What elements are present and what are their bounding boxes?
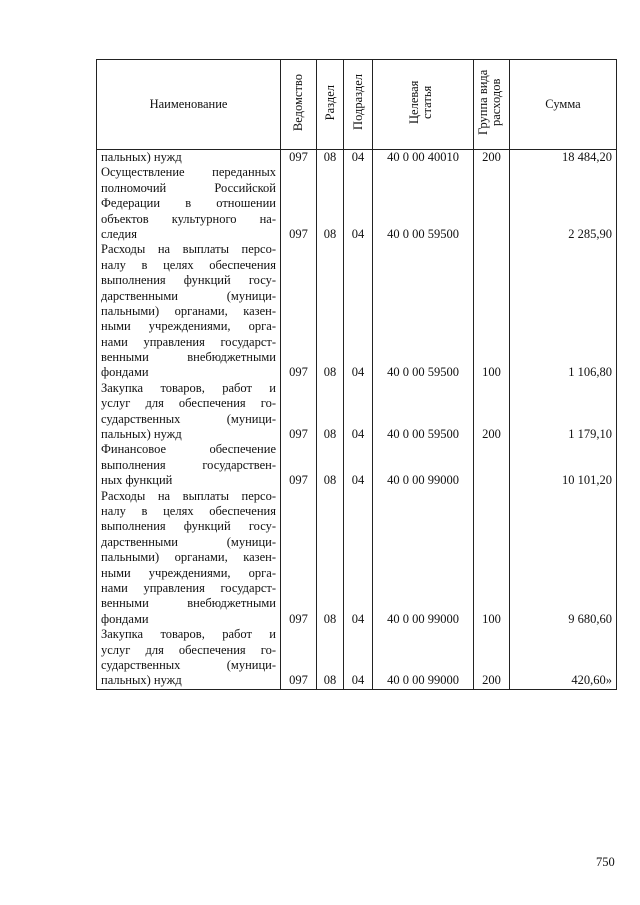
row-expense-group xyxy=(474,442,510,488)
row-amount: 9 680,60 xyxy=(510,489,617,628)
row-name-line: пальных) нужд xyxy=(101,427,182,442)
row-amount: 10 101,20 xyxy=(510,442,617,488)
table-row xyxy=(97,381,617,443)
row-ministry: 097 xyxy=(281,489,317,628)
row-subsection: 04 xyxy=(344,442,373,488)
row-target-article: 40 0 00 99000 xyxy=(373,627,474,689)
row-section: 08 xyxy=(317,165,344,242)
row-name-line: услуг для обеспечения го- xyxy=(101,642,276,657)
row-section: 08 xyxy=(317,150,344,166)
row-target-article: 40 0 00 40010 xyxy=(373,150,474,166)
row-name-line: пальными) органами, казен- xyxy=(101,550,276,565)
header-amount: Сумма xyxy=(510,60,617,150)
row-expense-group xyxy=(474,165,510,242)
row-section: 08 xyxy=(317,489,344,628)
row-section: 08 xyxy=(317,627,344,689)
row-name-line: Финансовое обеспечение xyxy=(101,442,276,457)
table-row xyxy=(97,165,617,242)
header-target-article: Целевая статья xyxy=(373,60,474,150)
row-subsection: 04 xyxy=(344,165,373,242)
row-name-line: Осуществление переданных xyxy=(101,165,276,180)
row-expense-group: 100 xyxy=(474,242,510,381)
row-name-line: выполнения функций госу- xyxy=(101,273,276,288)
row-name-line: ными учреждениями, орга- xyxy=(101,565,276,580)
row-name xyxy=(97,381,281,443)
row-name-line: объектов культурного на- xyxy=(101,211,276,226)
row-name xyxy=(97,489,281,628)
row-ministry: 097 xyxy=(281,242,317,381)
row-name-line: пальных) нужд xyxy=(101,673,182,688)
row-name-line: ных функций xyxy=(101,473,173,488)
row-expense-group: 100 xyxy=(474,489,510,628)
row-ministry: 097 xyxy=(281,165,317,242)
row-name-line: фондами xyxy=(101,611,149,626)
row-subsection: 04 xyxy=(344,381,373,443)
row-name-line: полномочий Российской xyxy=(101,180,276,195)
row-amount: 1 179,10 xyxy=(510,381,617,443)
row-amount: 2 285,90 xyxy=(510,165,617,242)
row-expense-group: 200 xyxy=(474,150,510,166)
row-subsection: 04 xyxy=(344,489,373,628)
row-ministry: 097 xyxy=(281,627,317,689)
row-name-line: ными учреждениями, орга- xyxy=(101,319,276,334)
page-number: 750 xyxy=(596,855,615,869)
row-name-line: Расходы на выплаты персо- xyxy=(101,242,276,257)
row-target-article: 40 0 00 99000 xyxy=(373,489,474,628)
row-name-line: дарственными (муници- xyxy=(101,534,276,549)
row-name-line: налу в целях обеспечения xyxy=(101,504,276,518)
row-section: 08 xyxy=(317,381,344,443)
row-name-line: услуг для обеспечения го- xyxy=(101,396,276,411)
row-name-line: сударственных (муници- xyxy=(101,411,276,426)
row-name xyxy=(97,627,281,689)
row-name-line: нами управления государст- xyxy=(101,334,276,349)
table-row xyxy=(97,442,617,488)
row-name xyxy=(97,165,281,242)
table-header-row xyxy=(97,60,617,150)
table-row xyxy=(97,150,617,166)
row-name-line: сударственных (муници- xyxy=(101,657,276,672)
table-row xyxy=(97,489,617,628)
row-name-line: пальными) органами, казен- xyxy=(101,303,276,318)
header-subsection: Подраздел xyxy=(344,60,373,150)
row-subsection: 04 xyxy=(344,242,373,381)
row-section: 08 xyxy=(317,242,344,381)
row-name-line: выполнения государствен- xyxy=(101,457,276,472)
header-ministry: Ведомство xyxy=(281,60,317,150)
row-name-line: нами управления государст- xyxy=(101,580,276,595)
row-name-line: фондами xyxy=(101,365,149,380)
row-name-line: выполнения функций госу- xyxy=(101,519,276,534)
row-ministry: 097 xyxy=(281,150,317,166)
table-row xyxy=(97,242,617,381)
row-name-line: венными внебюджетными xyxy=(101,596,276,611)
row-ministry: 097 xyxy=(281,381,317,443)
row-name-line: венными внебюджетными xyxy=(101,350,276,365)
row-amount: 1 106,80 xyxy=(510,242,617,381)
budget-table xyxy=(96,59,617,690)
row-expense-group: 200 xyxy=(474,627,510,689)
row-name-line: Федерации в отношении xyxy=(101,196,276,211)
header-section: Раздел xyxy=(317,60,344,150)
row-name-line: следия xyxy=(101,226,137,241)
row-subsection: 04 xyxy=(344,150,373,166)
row-target-article: 40 0 00 99000 xyxy=(373,442,474,488)
row-name-line: дарственными (муници- xyxy=(101,288,276,303)
row-target-article: 40 0 00 59500 xyxy=(373,381,474,443)
row-target-article: 40 0 00 59500 xyxy=(373,165,474,242)
row-amount: 420,60» xyxy=(510,627,617,689)
row-amount: 18 484,20 xyxy=(510,150,617,166)
header-expense-group: Группа вида расходов xyxy=(474,60,510,150)
row-name xyxy=(97,442,281,488)
row-expense-group: 200 xyxy=(474,381,510,443)
row-name-line: налу в целях обеспечения xyxy=(101,257,276,272)
row-name-line: Расходы на выплаты персо- xyxy=(101,488,276,503)
row-target-article: 40 0 00 59500 xyxy=(373,242,474,381)
row-ministry: 097 xyxy=(281,442,317,488)
row-section: 08 xyxy=(317,442,344,488)
row-name xyxy=(97,150,281,166)
header-name: Наименование xyxy=(97,60,281,150)
row-name-line: Закупка товаров, работ и xyxy=(101,627,276,642)
table-row xyxy=(97,627,617,689)
row-name xyxy=(97,242,281,381)
row-subsection: 04 xyxy=(344,627,373,689)
row-name-line: Закупка товаров, работ и xyxy=(101,380,276,395)
row-name-line: пальных) нужд xyxy=(101,150,182,164)
